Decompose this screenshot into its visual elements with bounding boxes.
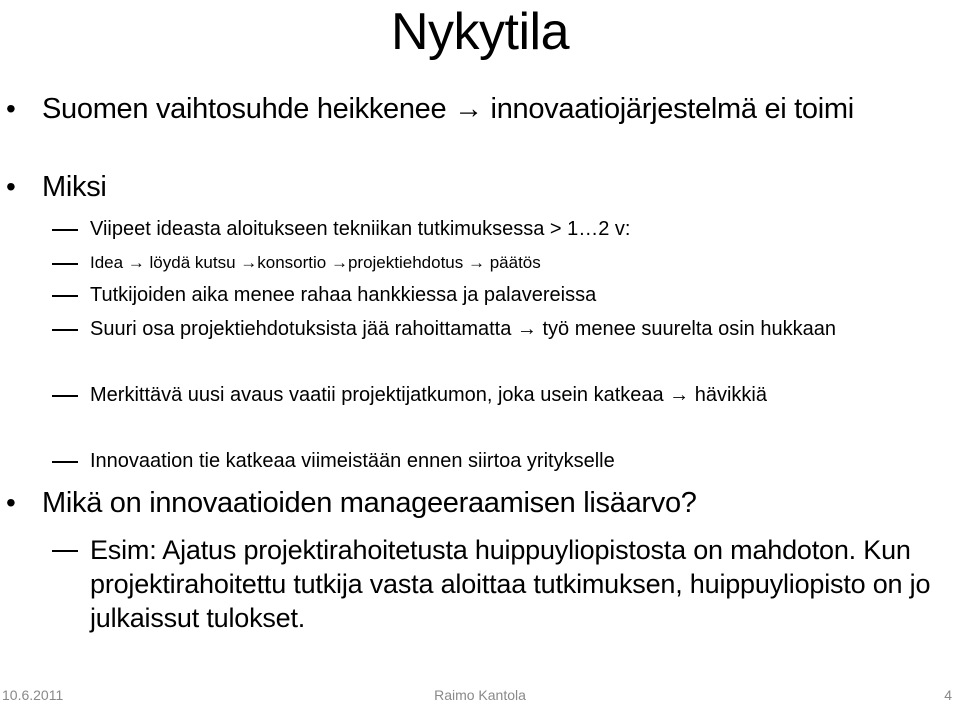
sub-bullet-researcher-time: Tutkijoiden aika menee rahaa hankkiessa ja palavereissa — [90, 280, 940, 310]
sub-bullet-idea-flow: Idea → löydä kutsu →konsortio →projektiehdotus → päätös — [90, 250, 940, 276]
sub-bullet-continuity: Merkittävä uusi avaus vaatii projektijatkumon, joka usein katkeaa → hävikkiä — [90, 380, 940, 410]
sub-bullet-innovation-path: Innovaation tie katkeaa viimeistään ennen siirtoa yritykselle — [90, 446, 940, 476]
slide-title: Nykytila — [390, 3, 570, 61]
bullet-why: • Miksi — [42, 170, 932, 204]
sub-bullet-unfunded: Suuri osa projektiehdotuksista jää rahoittamatta → työ menee suurelta osin hukkaan — [90, 314, 940, 344]
footer-date: 10.6.2011 — [2, 687, 64, 703]
footer-page-number: 4 — [944, 687, 952, 703]
sub-bullet-delays: Viipeet ideasta aloitukseen tekniikan tutkimuksessa > 1…2 v: — [90, 214, 940, 244]
bullet-added-value: • Mikä on innovaatioiden manageeraamisen lisäarvo? — [42, 486, 932, 520]
footer-author: Raimo Kantola — [434, 687, 526, 703]
sub-bullet-example: Esim: Ajatus projektirahoitetusta huippuyliopistosta on mahdoton. Kun projektirahoitettu tutkija vasta aloittaa tutkimuksen, huippuyliopisto on jo julkaissut tulokset. — [90, 533, 950, 635]
bullet-exchange-rate: • Suomen vaihtosuhde heikkenee → innovaatiojärjestelmä ei toimi — [42, 92, 932, 126]
